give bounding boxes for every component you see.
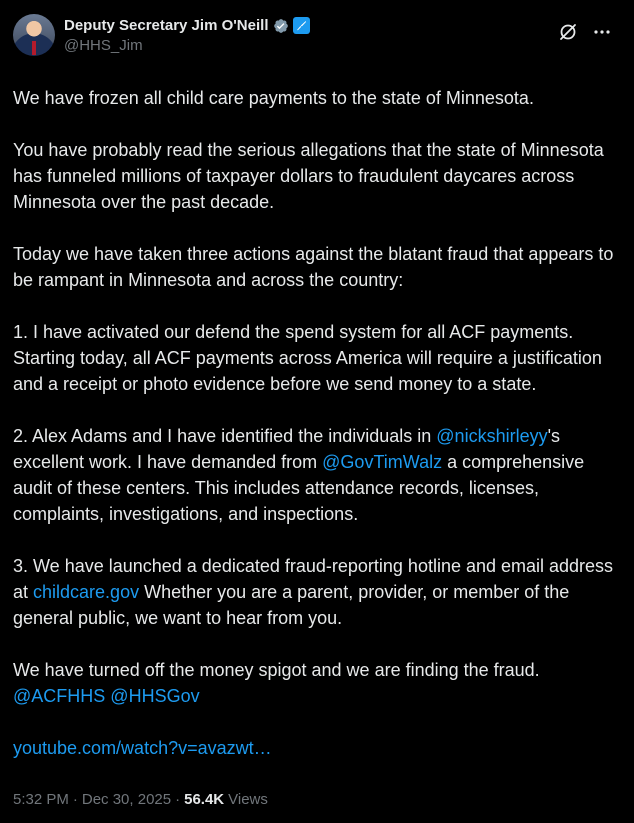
paragraph-7 xyxy=(13,657,621,709)
views-count[interactable]: 56.4K xyxy=(184,791,225,808)
mention-govtimwalz[interactable]: @GovTimWalz xyxy=(322,452,443,472)
paragraph-5-text-b: 's excellent work. I have demanded from xyxy=(13,426,561,472)
avatar[interactable] xyxy=(13,14,55,56)
tweet-header xyxy=(13,14,620,66)
grok-icon[interactable] xyxy=(558,22,578,42)
hhs-affiliation-icon[interactable] xyxy=(293,17,310,34)
paragraph-7-text: We have turned off the money spigot and we are finding the fraud. xyxy=(13,660,540,680)
verified-badge-icon xyxy=(273,18,289,34)
author-display-name[interactable]: Deputy Secretary Jim O'Neill xyxy=(64,17,269,34)
author-names xyxy=(64,14,310,54)
header-actions xyxy=(558,14,620,42)
link-childcare-gov[interactable]: childcare.gov xyxy=(33,582,140,602)
paragraph-1: We have frozen all child care payments to the state of Minnesota. xyxy=(13,88,534,108)
author-handle[interactable]: @HHS_Jim xyxy=(64,37,143,54)
mention-hhsgov[interactable]: @HHSGov xyxy=(110,686,200,706)
name-row xyxy=(64,17,310,34)
external-link-youtube[interactable]: youtube.com/watch?v=avazwt… xyxy=(13,738,272,758)
tweet-meta xyxy=(13,791,268,808)
mention-acfhhs[interactable]: @ACFHHS xyxy=(13,686,106,706)
meta-separator: · xyxy=(72,791,78,808)
paragraph-5-text-c: a comprehensive audit of these centers. This includes attendance records, licenses, complaints, investigations, and inspections. xyxy=(13,452,585,524)
tweet-date[interactable]: Dec 30, 2025 xyxy=(81,791,172,808)
paragraph-4: 1. I have activated our defend the spend system for all ACF payments. Starting today, all ACF payments across America will require a justification and a receipt or photo evidence before we send money to a state. xyxy=(13,322,602,394)
paragraph-5 xyxy=(13,423,621,527)
paragraph-3: Today we have taken three actions against the blatant fraud that appears to be rampant in Minnesota and across the country: xyxy=(13,244,614,290)
paragraph-2: You have probably read the serious allegations that the state of Minnesota has funneled millions of taxpayer dollars to fraudulent daycares across Minnesota over the past decade. xyxy=(13,140,604,212)
paragraph-6 xyxy=(13,553,621,631)
more-options-icon[interactable] xyxy=(592,22,612,42)
paragraph-6-text-b: Whether you are a parent, provider, or member of the general public, we want to hear from you. xyxy=(13,582,570,628)
mention-nickshirleyy[interactable]: @nickshirleyy xyxy=(436,426,548,446)
paragraph-6-text-a: 3. We have launched a dedicated fraud-reporting hotline and email address at xyxy=(13,556,614,602)
paragraph-5-text-a: 2. Alex Adams and I have identified the individuals in xyxy=(13,426,437,446)
views-label: Views xyxy=(228,791,268,808)
tweet-body xyxy=(13,85,621,761)
meta-separator-2: · xyxy=(175,791,181,808)
avatar-tie xyxy=(32,41,36,55)
tweet-time[interactable]: 5:32 PM xyxy=(13,791,69,808)
